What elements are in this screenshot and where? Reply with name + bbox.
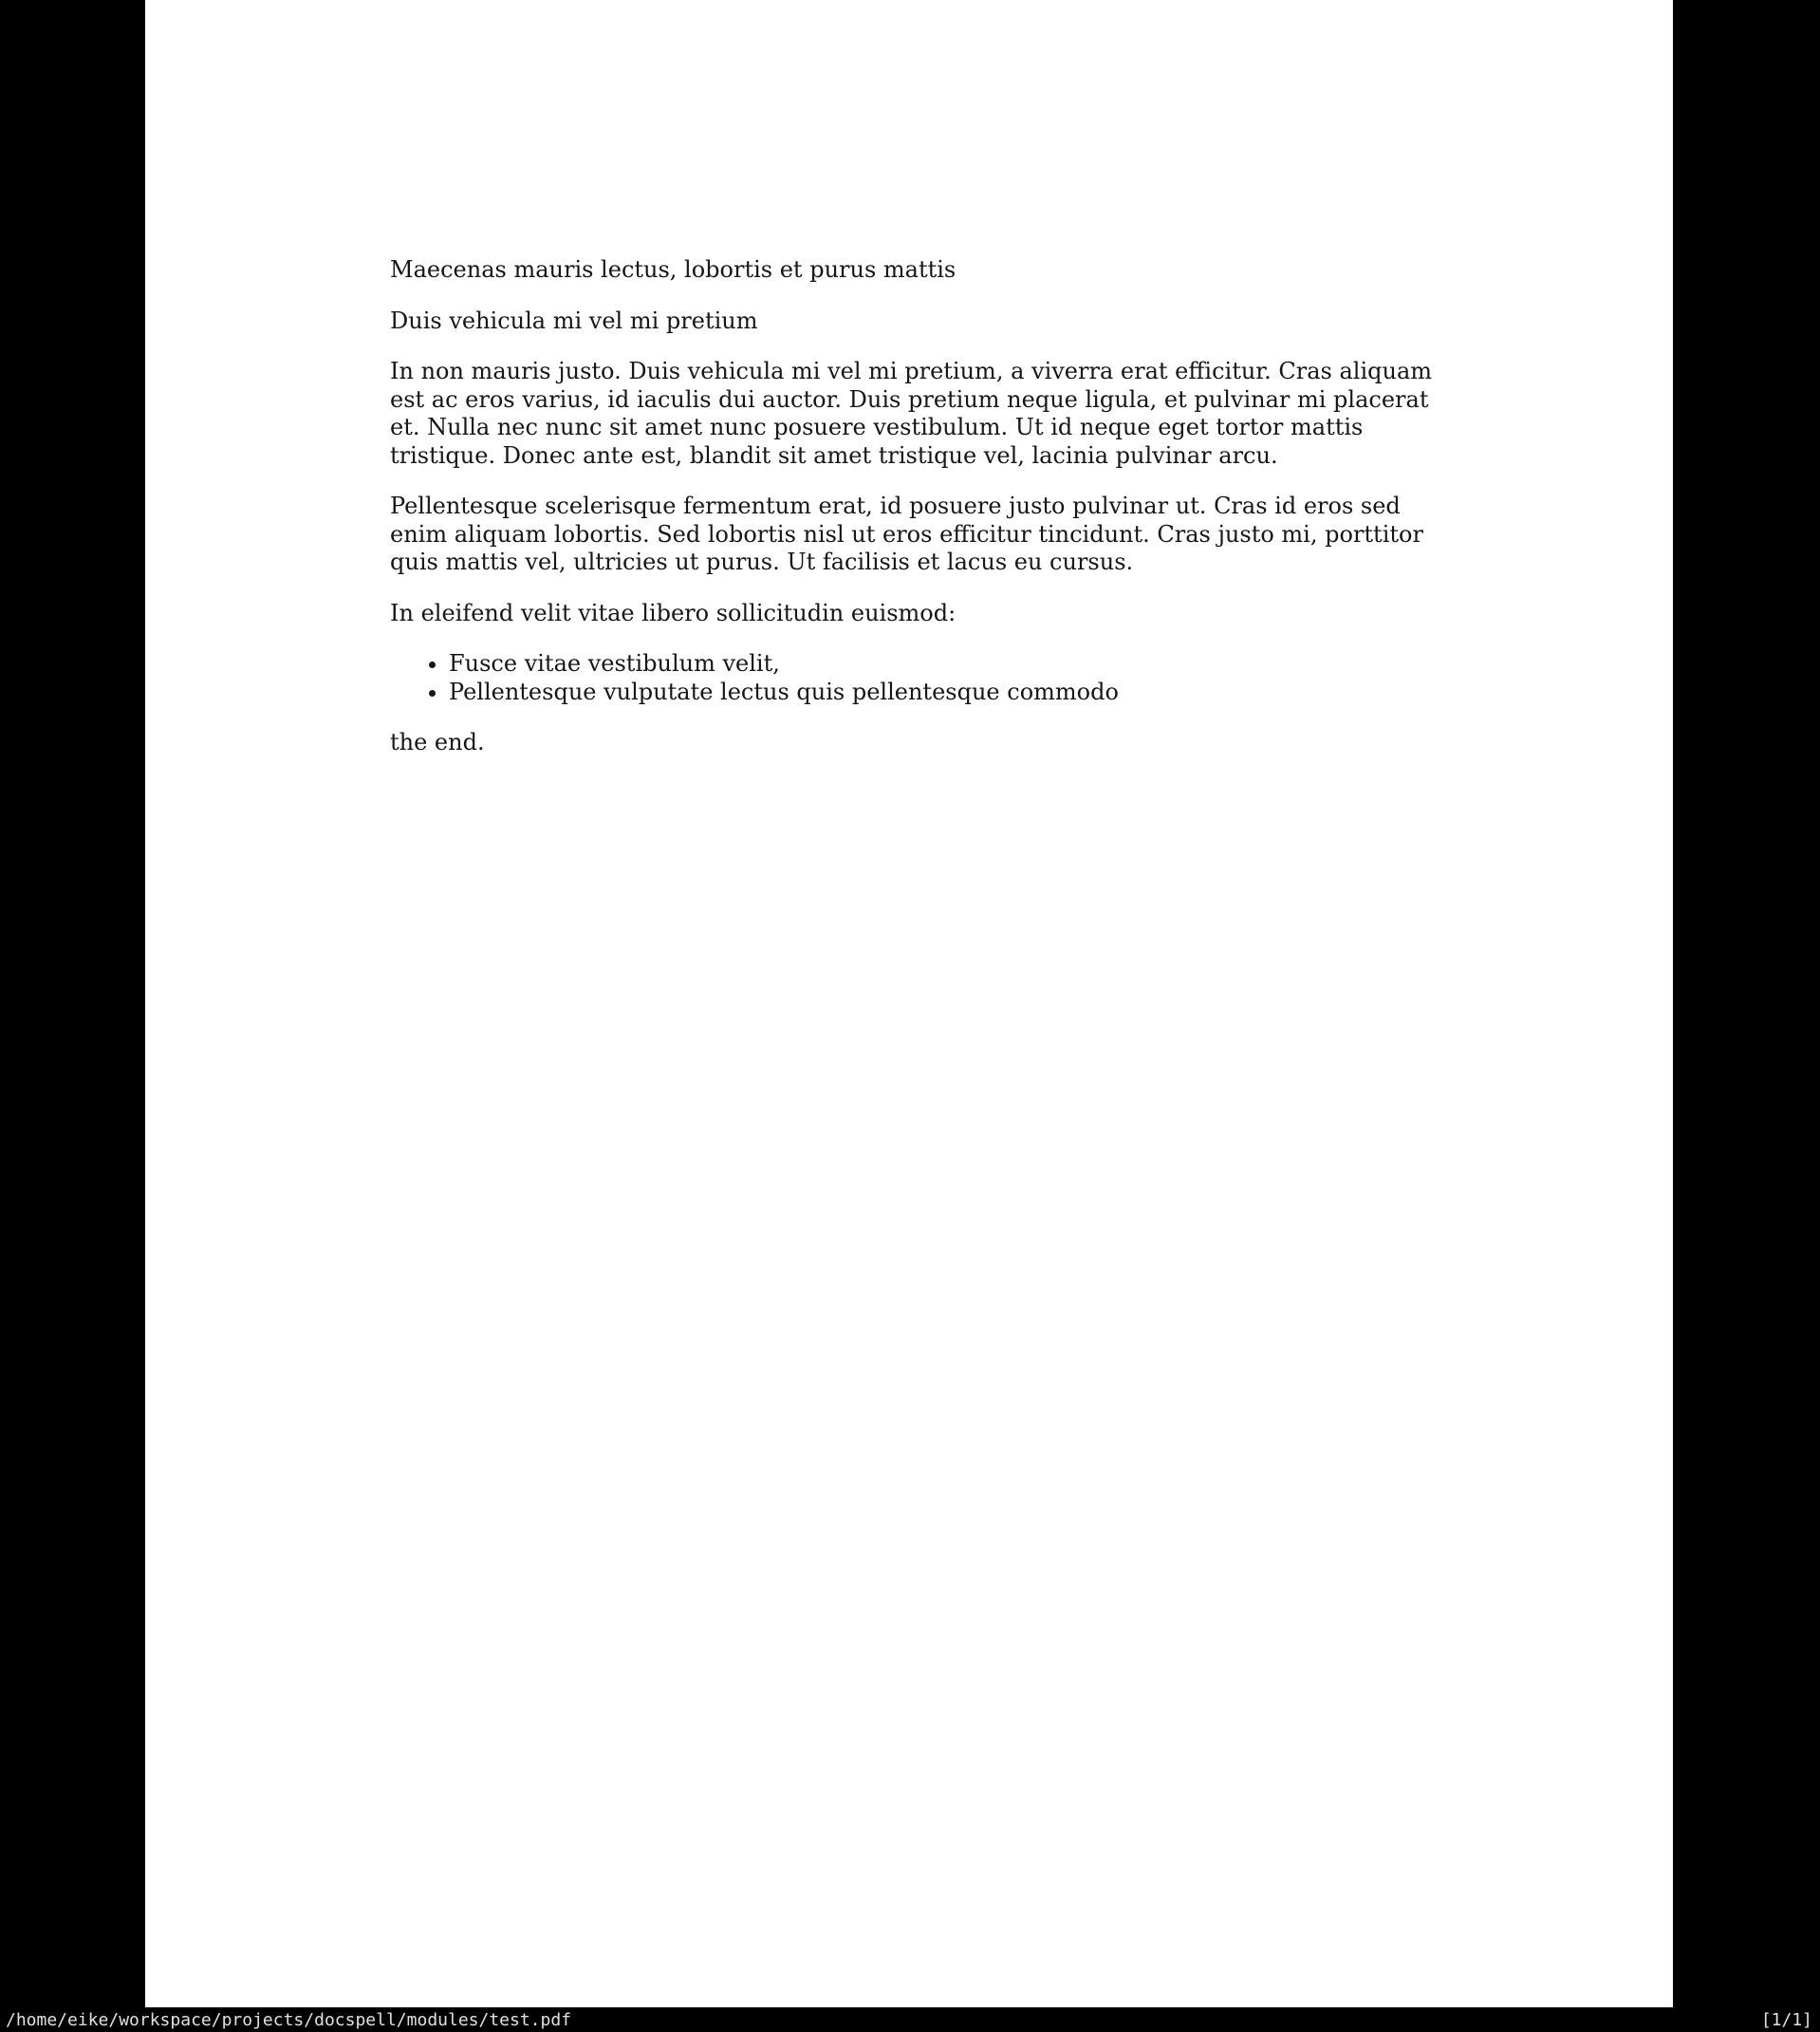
statusbar-page-indicator: [1/1] xyxy=(1760,2009,1812,2030)
pdf-page xyxy=(145,0,1673,2007)
paragraph-body-2: Pellentesque scelerisque fermentum erat, id posuere justo pulvinar ut. Cras id eros sed enim aliquam lobortis. Sed lobortis nisl ut eros efficitur tincidunt. Cras justo mi, porttitor quis mattis vel, ultricies ut purus. Ut facilisis et lacus eu cursus. xyxy=(390,493,1423,575)
list-item: • Pellentesque vulputate lectus quis pellentesque commodo xyxy=(449,679,1439,707)
pdf-page-content xyxy=(390,256,1439,780)
list-item: • Fusce vitae vestibulum velit, xyxy=(449,650,1439,679)
paragraph-heading-duis: Duis vehicula mi vel mi pretium xyxy=(390,307,758,334)
paragraph-list-intro: In eleifend velit vitae libero sollicitudin euismod: xyxy=(390,599,956,626)
paragraph-body-1: In non mauris justo. Duis vehicula mi vel mi pretium, a viverra erat efficitur. Cras aliquam est ac eros varius, id iaculis dui auctor. Duis pretium neque ligula, et pulvinar mi placerat et. Nulla nec nunc sit amet nunc posuere vestibulum. Ut id neque eget tortor mattis tristique. Donec ante est, blandit sit amet tristique vel, lacinia pulvinar arcu. xyxy=(390,358,1433,469)
statusbar xyxy=(0,2007,1820,2032)
bullet-list xyxy=(390,650,1439,706)
paragraph-heading-maecenas: Maecenas mauris lectus, lobortis et purus mattis xyxy=(390,256,956,283)
statusbar-file-path: /home/eike/workspace/projects/docspell/modules/test.pdf xyxy=(6,2009,572,2030)
paragraph-closing: the end. xyxy=(390,729,485,755)
